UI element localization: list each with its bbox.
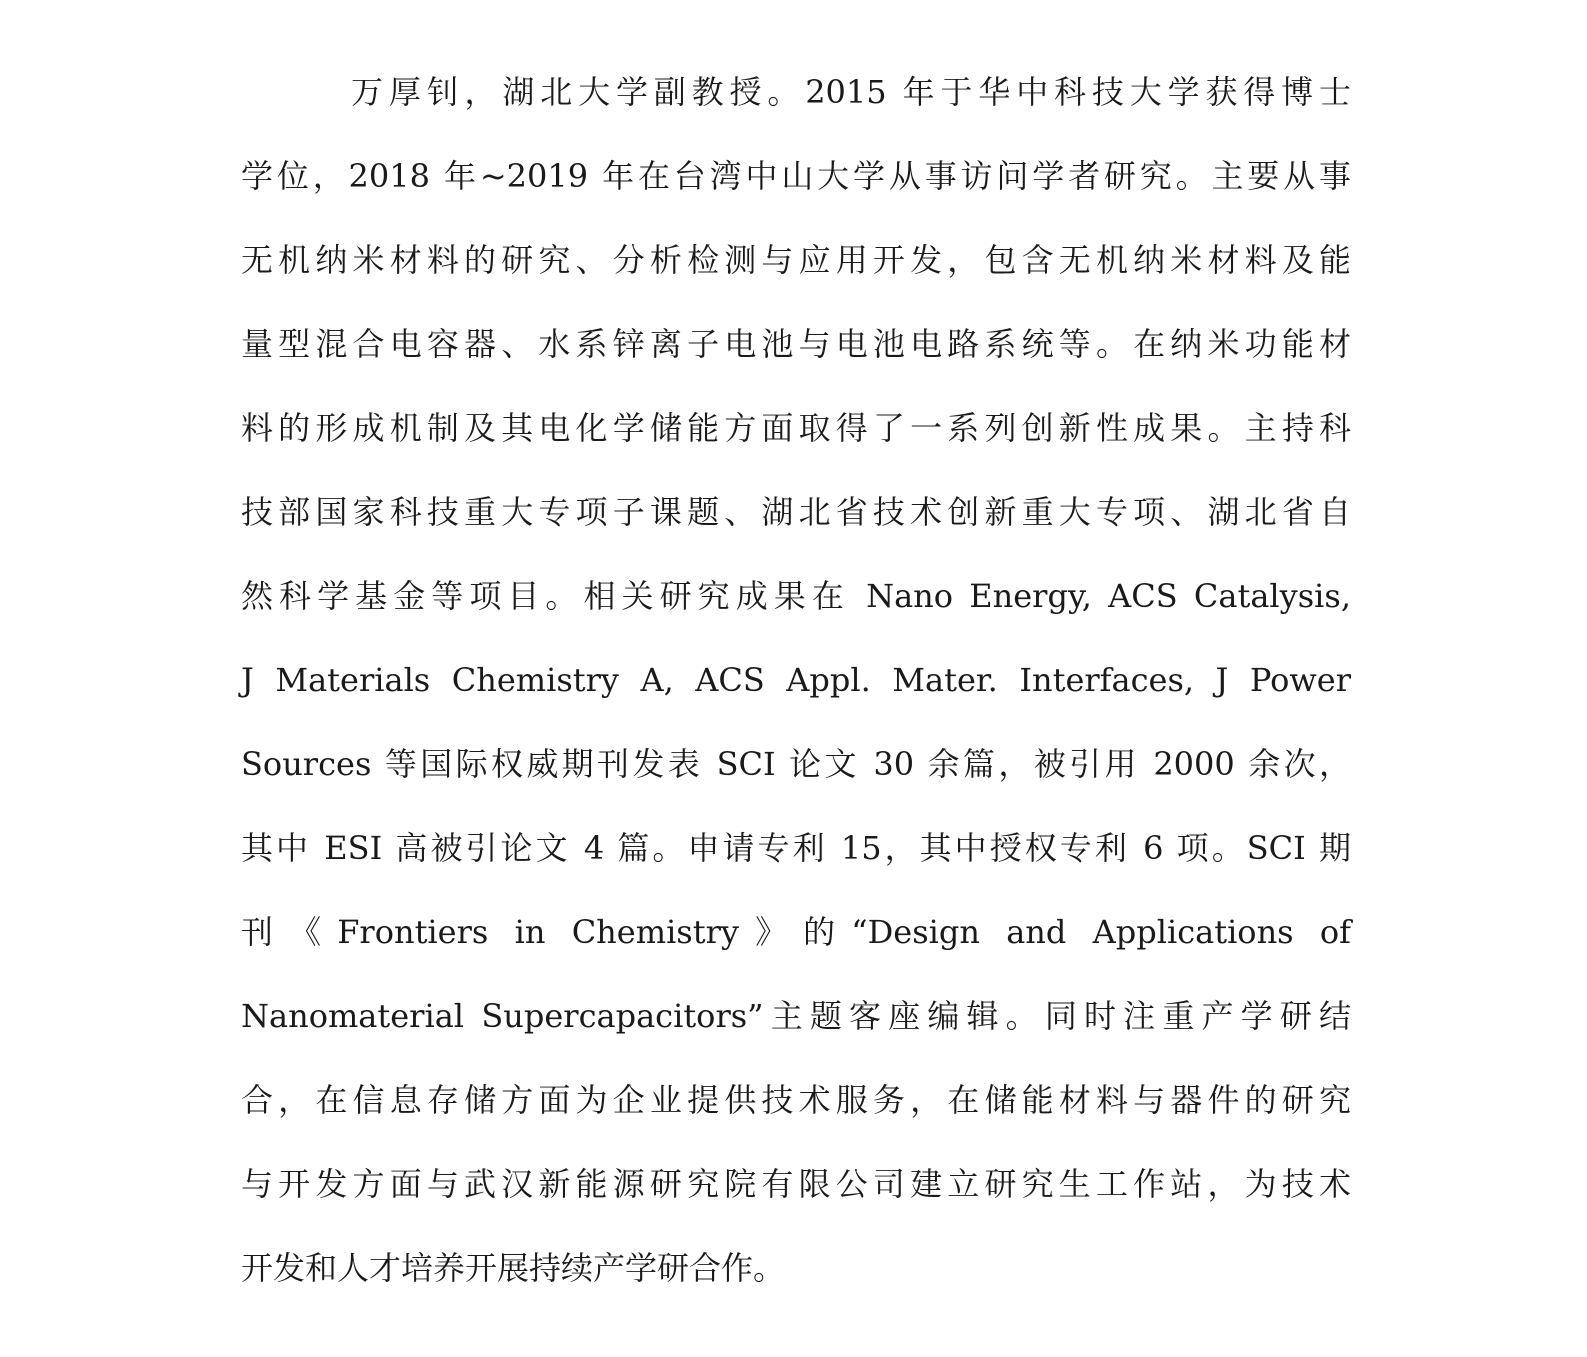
- paragraph-line: Sources 等国际权威期刊发表 SCI 论文 30 余篇，被引用 2000 余次，: [241, 745, 1351, 783]
- paragraph-line: 学位，2018 年~2019 年在台湾中山大学从事访问学者研究。主要从事: [241, 157, 1351, 195]
- paragraph-line: 无机纳米材料的研究、分析检测与应用开发，包含无机纳米材料及能: [241, 241, 1351, 279]
- paragraph-line: 量型混合电容器、水系锌离子电池与电池电路系统等。在纳米功能材: [241, 325, 1351, 363]
- paragraph-line: 然科学基金等项目。相关研究成果在 Nano Energy, ACS Catalysis,: [241, 577, 1351, 615]
- paragraph-line: 万厚钊，湖北大学副教授。2015 年于华中科技大学获得博士: [351, 73, 1351, 111]
- paragraph-line: 技部国家科技重大专项子课题、湖北省技术创新重大专项、湖北省自: [241, 493, 1351, 531]
- paragraph-line: J Materials Chemistry A, ACS Appl. Mater. Interfaces, J Power: [241, 661, 1351, 699]
- paragraph-line: 与开发方面与武汉新能源研究院有限公司建立研究生工作站，为技术: [241, 1165, 1351, 1203]
- paragraph-line: 合，在信息存储方面为企业提供技术服务，在储能材料与器件的研究: [241, 1081, 1351, 1119]
- paragraph-line: 刊《Frontiers in Chemistry》的“Design and Applications of: [241, 913, 1351, 951]
- paragraph-line: 开发和人才培养开展持续产学研合作。: [241, 1249, 786, 1287]
- paragraph-line: 其中 ESI 高被引论文 4 篇。申请专利 15，其中授权专利 6 项。SCI 期: [241, 829, 1351, 867]
- paragraph-line: Nanomaterial Supercapacitors”主题客座编辑。同时注重产学研结: [241, 997, 1351, 1035]
- paragraph-line: 料的形成机制及其电化学储能方面取得了一系列创新性成果。主持科: [241, 409, 1351, 447]
- biography-paragraph: [241, 50, 1351, 1310]
